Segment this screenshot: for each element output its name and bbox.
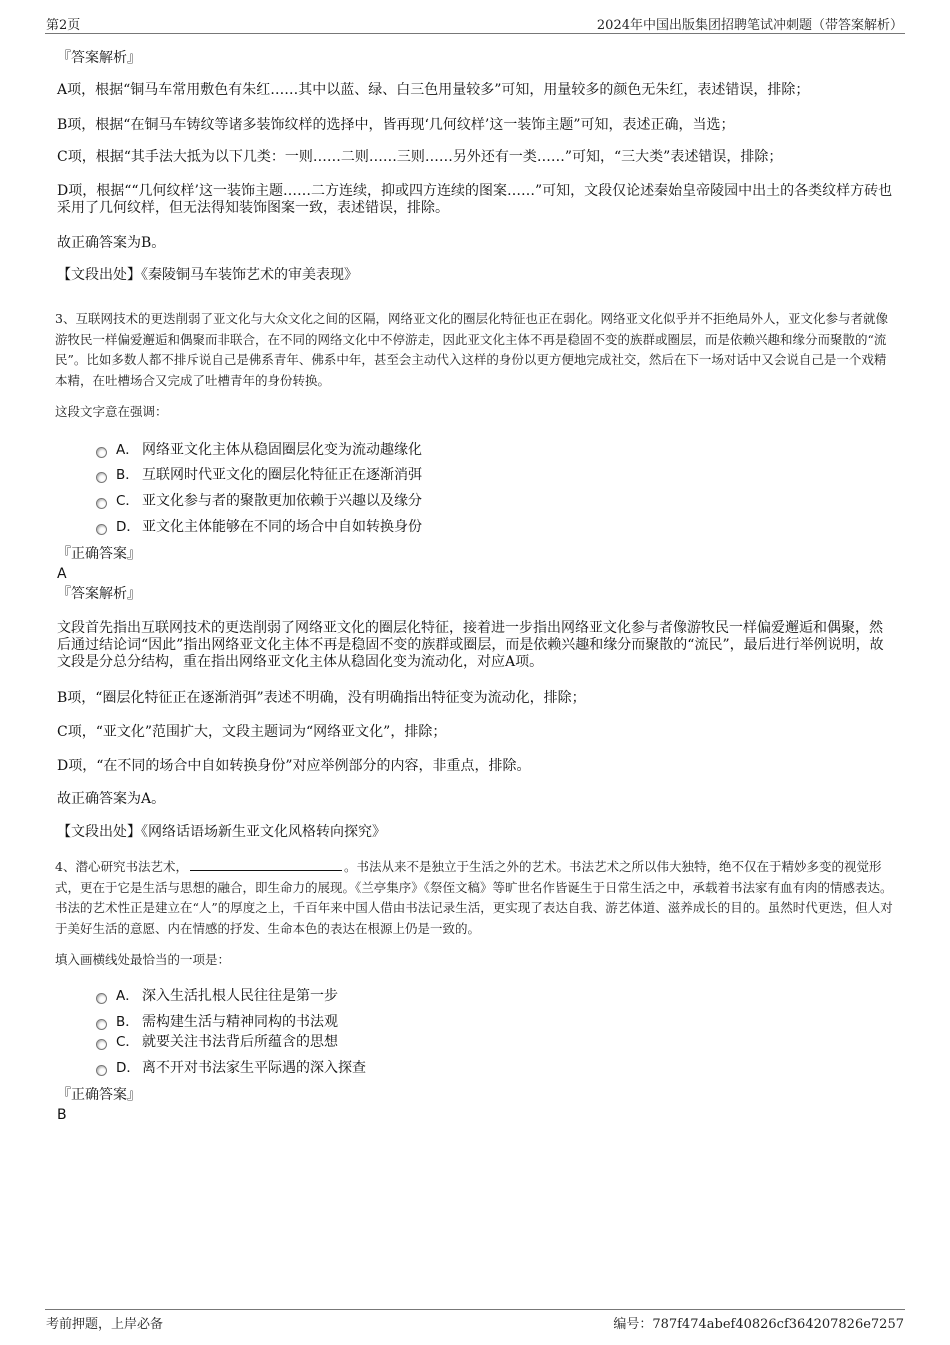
q3-analysis-c: C项，“亚文化”范围扩大，文段主题词为“网络亚文化”，排除； — [57, 724, 447, 740]
q3-analysis-label: 『答案解析』 — [57, 586, 141, 602]
q3-option-c[interactable]: C． 亚文化参与者的聚散更加依赖于兴趣以及缘分 — [96, 491, 422, 511]
q2-source: 【文段出处】《秦陵铜马车装饰艺术的审美表现》 — [57, 267, 358, 283]
q3-conclusion: 故正确答案为A。 — [57, 791, 166, 807]
radio-icon[interactable] — [96, 447, 107, 458]
q4-answer-label: 『正确答案』 — [57, 1087, 141, 1103]
q2-conclusion: 故正确答案为B。 — [57, 235, 166, 251]
q3-option-b[interactable]: B． 互联网时代亚文化的圈层化特征正在逐渐消弭 — [96, 465, 422, 485]
q2-analysis-a: A项，根据“铜马车常用敷色有朱红……其中以蓝、绿、白三色用量较多”可知，用量较多的颜色无朱红，表述错误，排除； — [57, 82, 810, 98]
q3-analysis-main: 文段首先指出互联网技术的更迭削弱了网络亚文化的圈层化特征，接着进一步指出网络亚文化参与者像游牧民一样偏爱邂逅和偶聚，然后通过结论词“因此”指出网络亚文化主体不再是稳固不变的族群或圈层，而是依赖兴趣和缘分而聚散的“流民”，最后进行举例说明，故文段是分总分结构，重在指出网络亚文化主体从稳固化变为流动化，对应A项。 — [57, 620, 884, 670]
document-title: 2024年中国出版集团招聘笔试冲刺题（带答案解析） — [596, 18, 903, 33]
q3-analysis-d: D项，“在不同的场合中自如转换身份”对应举例部分的内容，非重点，排除。 — [57, 758, 531, 774]
header-rule — [45, 33, 905, 34]
q3-answer: A — [57, 566, 67, 582]
radio-icon[interactable] — [96, 1019, 107, 1030]
page-number: 第2页 — [46, 18, 81, 33]
radio-icon[interactable] — [96, 1065, 107, 1076]
footer-slogan: 考前押题，上岸必备 — [46, 1317, 164, 1332]
q3-prompt: 这段文字意在强调： — [55, 404, 168, 419]
q4-answer: B — [57, 1107, 67, 1123]
radio-icon[interactable] — [96, 524, 107, 535]
q3-source: 【文段出处】《网络话语场新生亚文化风格转向探究》 — [57, 824, 386, 840]
q4-option-b[interactable]: B． 需构建生活与精神同构的书法观 — [96, 1012, 338, 1032]
q4-option-d[interactable]: D． 离不开对书法家生平际遇的深入探查 — [96, 1058, 366, 1078]
radio-icon[interactable] — [96, 993, 107, 1004]
document-id: 编号：787f474abef40826cf364207826e7257 — [613, 1317, 904, 1332]
footer-rule — [45, 1309, 905, 1310]
q3-passage: 3、互联网技术的更迭削弱了亚文化与大众文化之间的区隔，网络亚文化的圈层化特征也正在弱化。网络亚文化似乎并不拒绝局外人，亚文化参与者就像游牧民一样偏爱邂逅和偶聚而非联合，在不同的网络文化中不停游走，因此亚文化主体不再是稳固不变的族群或圈层，而是依赖兴趣和缘分而聚散的“流民”。比如多数人都不排斥说自己是佛系青年、佛系中年，甚至会主动代入这样的身份以更方便地完成社交，然后在下一场对话中又会说自己是一个戏精本精，在吐槽场合又完成了吐槽青年的身份转换。 — [55, 311, 888, 388]
radio-icon[interactable] — [96, 472, 107, 483]
q2-analysis-c: C项，根据“其手法大抵为以下几类：一则……二则……三则……另外还有一类……”可知，“三大类”表述错误，排除； — [57, 149, 783, 165]
q2-analysis-b: B项，根据“在铜马车铸纹等诸多装饰纹样的选择中，皆再现‘几何纹样’这一装饰主题”可知，表述正确，当选； — [57, 117, 735, 133]
q3-option-a[interactable]: A． 网络亚文化主体从稳固圈层化变为流动趣缘化 — [96, 440, 422, 460]
radio-icon[interactable] — [96, 498, 107, 509]
q2-analysis-label: 『答案解析』 — [57, 50, 141, 66]
q3-analysis-b: B项，“圈层化特征正在逐渐消弭”表述不明确，没有明确指出特征变为流动化，排除； — [57, 690, 586, 706]
q4-prompt: 填入画横线处最恰当的一项是： — [55, 952, 231, 967]
fill-blank — [190, 858, 342, 871]
q2-analysis-d: D项，根据““几何纹样’这一装饰主题……二方连续，抑或四方连续的图案……”可知，文段仅论述秦始皇帝陵园中出土的各类纹样方砖也采用了几何纹样，但无法得知装饰图案一致，表述错误，排除。 — [57, 183, 893, 216]
radio-icon[interactable] — [96, 1039, 107, 1050]
q4-option-c[interactable]: C． 就要关注书法背后所蕴含的思想 — [96, 1032, 338, 1052]
q3-option-d[interactable]: D． 亚文化主体能够在不同的场合中自如转换身份 — [96, 517, 422, 537]
q4-passage: 4、潜心研究书法艺术， 。书法从来不是独立于生活之外的艺术。书法艺术之所以伟大独特，绝不仅在于精妙多变的视觉形式，更在于它是生活与思想的融合，即生命力的展现。《兰亭集序》《祭侄文稿》等旷世名作皆诞生于日常生活之中，承载着书法家有血有肉的情感表达。书法的艺术性正是建立在“人”的厚度之上，千百年来中国人借由书法记录生活，更实现了表达自我、游艺体道、滋养成长的目的。虽然时代更迭，但人对于美好生活的意愿、内在情感的抒发、生命本色的表达在根源上仍是一致的。 — [55, 859, 893, 936]
q3-answer-label: 『正确答案』 — [57, 546, 141, 562]
q4-option-a[interactable]: A． 深入生活扎根人民往往是第一步 — [96, 986, 338, 1006]
